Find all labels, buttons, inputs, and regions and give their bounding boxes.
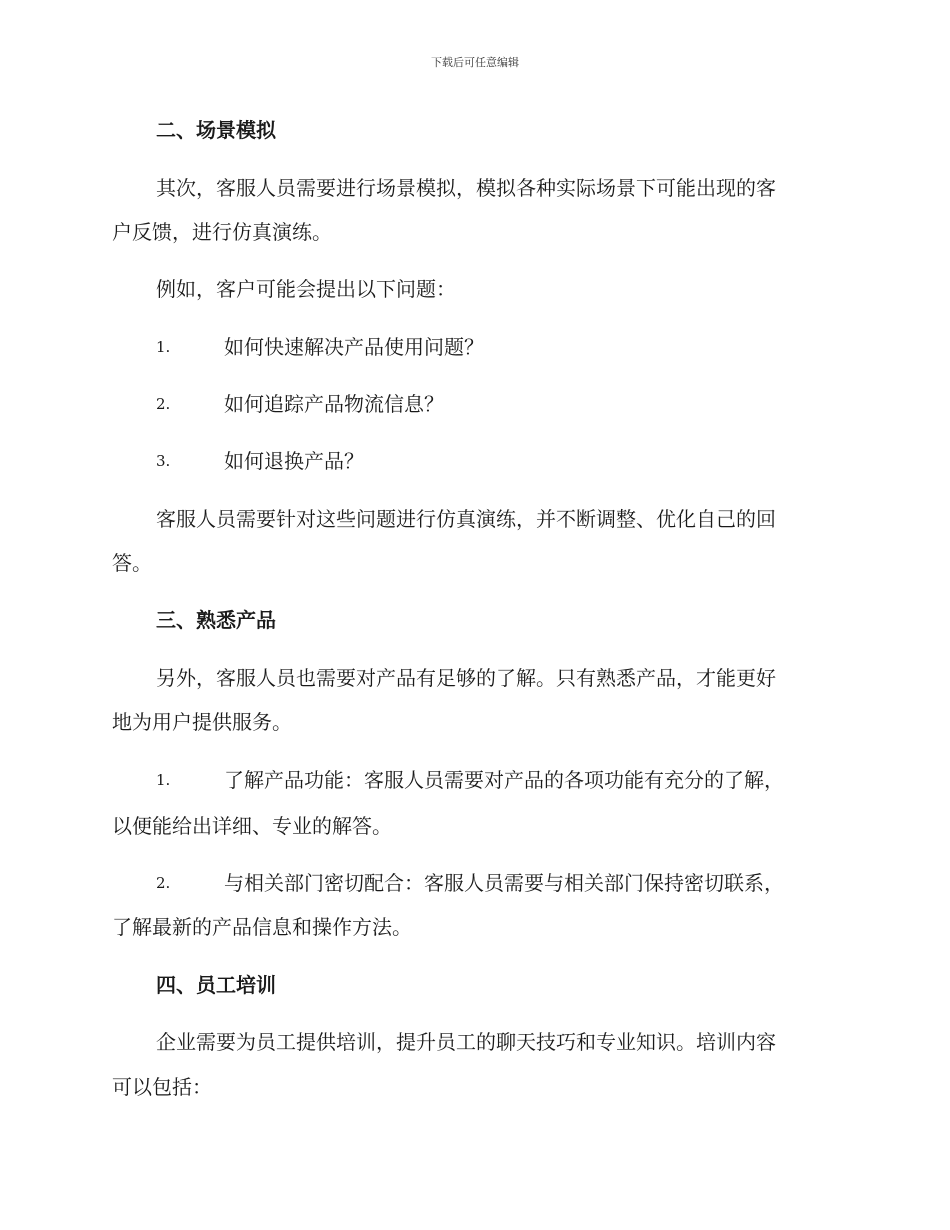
paragraph-line: 例如，客户可能会提出以下问题： [156,277,456,301]
paragraph-line: 可以包括： [112,1075,212,1099]
list-item-continuation: 了解最新的产品信息和操作方法。 [112,915,412,939]
section-heading: 二、场景模拟 [156,118,276,142]
list-item: 如何快速解决产品使用问题？ [224,335,484,359]
list-number: 2. [156,395,171,413]
list-item: 如何追踪产品物流信息？ [224,392,444,416]
list-number: 3. [156,452,171,470]
list-item: 了解产品功能：客服人员需要对产品的各项功能有充分的了解， [224,768,784,792]
paragraph-line: 户反馈，进行仿真演练。 [112,220,332,244]
list-item-continuation: 以便能给出详细、专业的解答。 [112,814,392,838]
list-item: 与相关部门密切配合：客服人员需要与相关部门保持密切联系， [224,871,784,895]
paragraph-line: 另外，客服人员也需要对产品有足够的了解。只有熟悉产品，才能更好 [156,666,776,690]
list-number: 2. [156,874,171,892]
paragraph-line: 企业需要为员工提供培训，提升员工的聊天技巧和专业知识。培训内容 [156,1030,776,1054]
list-number: 1. [156,771,171,789]
list-number: 1. [156,338,171,356]
page-header: 下载后可任意编辑 [431,56,519,69]
list-item: 如何退换产品？ [224,449,364,473]
paragraph-line: 客服人员需要针对这些问题进行仿真演练，并不断调整、优化自己的回 [156,507,776,531]
section-heading: 四、员工培训 [156,973,276,997]
section-heading: 三、熟悉产品 [156,608,276,632]
paragraph-line: 答。 [112,551,152,575]
paragraph-line: 地为用户提供服务。 [112,710,292,734]
paragraph-line: 其次，客服人员需要进行场景模拟，模拟各种实际场景下可能出现的客 [156,176,776,200]
